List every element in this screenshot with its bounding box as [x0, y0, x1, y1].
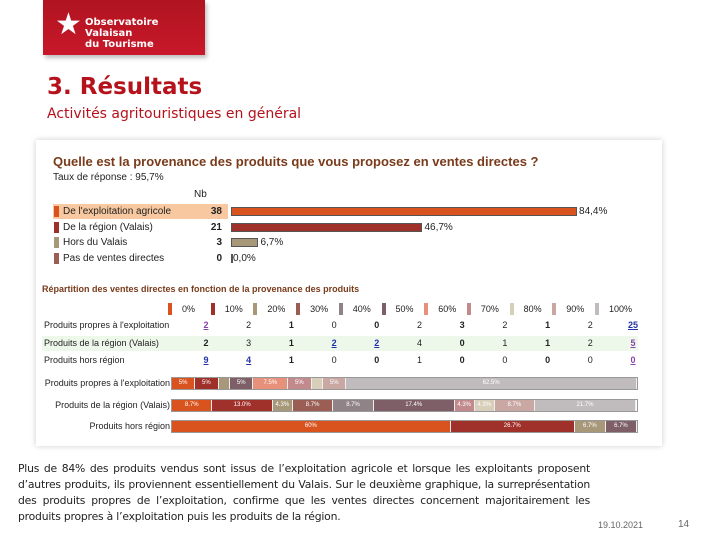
legend-item: [595, 303, 632, 315]
count-cell[interactable]: 25: [627, 320, 638, 330]
chart-row: [53, 235, 228, 250]
count-cell: 0: [459, 337, 465, 348]
chart-row: [53, 204, 228, 219]
stacked-bar: [171, 420, 638, 433]
bar-segment: [219, 378, 231, 389]
count-cell: 0: [587, 355, 593, 365]
bar-label: 46,7%: [424, 221, 453, 233]
legend-label: 80%: [523, 304, 542, 314]
bar-segment: 60%: [172, 421, 451, 432]
legend-swatch: [296, 303, 300, 315]
count-cell: 0: [374, 320, 380, 330]
bar-segment: 62.5%: [346, 378, 637, 389]
bar-segment: 5%: [323, 378, 346, 389]
count-cell: 1: [416, 355, 422, 365]
logo-line2: du Tourisme: [85, 39, 154, 50]
count-cell: 1: [288, 355, 294, 365]
legend-swatch: [253, 303, 257, 315]
legend-item: [296, 303, 328, 315]
count-value: 21: [210, 221, 222, 233]
legend-label: 40%: [352, 304, 371, 314]
logo-line1: Observatoire Valaisan: [85, 17, 159, 39]
stacked-row: [42, 420, 638, 437]
bar-segment: 8.7%: [333, 400, 373, 411]
bar-segment: 4.3%: [475, 400, 495, 411]
survey-results-panel: [36, 140, 662, 446]
legend-item: [424, 303, 456, 315]
count-cell[interactable]: 2: [331, 337, 337, 348]
count-cell: 2: [587, 320, 593, 330]
stacked-row-label: Produits de la région (Valais): [55, 399, 170, 410]
count-cell: 2: [587, 337, 593, 348]
count-cell: 1: [502, 337, 508, 348]
legend-swatch: [595, 303, 599, 315]
legend-swatch: [54, 206, 59, 217]
count-cell: 1: [545, 337, 551, 348]
row-label: Produits propres à l'exploitation: [44, 320, 170, 330]
count-cell: 1: [288, 337, 294, 348]
count-cell: 3: [459, 320, 465, 330]
legend-label: 0%: [182, 304, 196, 314]
category-label: Hors du Valais: [63, 237, 128, 248]
count-cell: 0: [374, 355, 380, 365]
count-cell: 2: [502, 320, 508, 330]
bar-segment: 7.5%: [253, 378, 288, 389]
bar-segment: [312, 378, 324, 389]
legend-item: [211, 303, 243, 315]
legend-item: [168, 303, 195, 315]
bar-segment: 8.7%: [172, 400, 212, 411]
bar-label: 84,4%: [579, 206, 608, 217]
legend-swatch: [54, 237, 59, 248]
legend-swatch: [552, 303, 556, 315]
legend-swatch: [211, 303, 215, 315]
row-label: Produits de la région (Valais): [44, 337, 159, 348]
count-cell: 0: [459, 355, 465, 365]
legend-swatch: [168, 303, 172, 315]
stacked-row-label: Produits propres à l'exploitation: [44, 378, 170, 388]
bar-segment: 5%: [230, 378, 253, 389]
bar: [231, 238, 258, 247]
legend-swatch: [382, 303, 386, 315]
response-rate: Taux de réponse : 95,7%: [53, 172, 164, 183]
logo: [43, 0, 205, 55]
category-label: De la région (Valais): [63, 221, 153, 233]
nb-header: Nb: [194, 189, 207, 200]
legend-swatch: [510, 303, 514, 315]
count-value: 0: [216, 252, 222, 264]
bar-segment: 5%: [288, 378, 311, 389]
legend-swatch: [54, 253, 59, 264]
legend-label: 50%: [395, 304, 414, 314]
bar: [231, 207, 577, 216]
bar-segment: 6.7%: [575, 421, 606, 432]
count-value: 38: [210, 206, 222, 217]
legend-label: 70%: [480, 304, 499, 314]
stacked-row-label: Produits hors région: [89, 421, 170, 431]
count-cell[interactable]: 4: [246, 355, 252, 365]
legend-swatch: [424, 303, 428, 315]
count-cell[interactable]: 5: [630, 337, 636, 348]
count-cell: 0: [545, 355, 551, 365]
count-cell[interactable]: 9: [203, 355, 209, 365]
bar-segment: 6.7%: [606, 421, 637, 432]
count-cell: 1: [288, 320, 294, 330]
bar-label: 0,0%: [233, 252, 256, 264]
date: 19.10.2021: [598, 520, 644, 530]
summary-paragraph: Plus de 84% des produits vendus sont issus de l’exploitation agricole et lorsque les exploitants proposent d’autres produits, ils proviennent essentiellement du Valais. Sur le deuxième graphique, la surreprésentation des produits propres de l’exploitation, confirme que les ventes directes concernent majoritairement les produits propres à l’exploitation puis les produits de la région.: [18, 462, 590, 523]
bar: [231, 223, 422, 232]
count-cell[interactable]: 2: [203, 320, 209, 330]
legend-item: [382, 303, 414, 315]
legend-label: 100%: [609, 304, 633, 314]
bar-segment: 13.0%: [212, 400, 272, 411]
legend-swatch: [339, 303, 343, 315]
legend-item: [339, 303, 371, 315]
category-label: Pas de ventes directes: [63, 252, 165, 264]
distribution-title: Répartition des ventes directes en fonction de la provenance des produits: [42, 284, 360, 294]
bar-segment: 5%: [195, 378, 218, 389]
legend-swatch: [54, 222, 59, 233]
count-cell: 0: [502, 355, 508, 365]
count-cell: 1: [545, 320, 551, 330]
page-title: 3. Résultats: [47, 74, 203, 100]
bar-segment: 8.7%: [495, 400, 535, 411]
stacked-bar: [171, 399, 638, 412]
page-number: 14: [678, 519, 690, 530]
legend-swatch: [467, 303, 471, 315]
count-cell: 2: [416, 320, 422, 330]
star-icon: ★: [55, 7, 82, 42]
count-cell: 0: [331, 355, 337, 365]
question-title: Quelle est la provenance des produits que vous proposez en ventes directes ?: [53, 154, 539, 169]
legend-label: 20%: [267, 304, 286, 314]
chart-row: [53, 251, 228, 266]
bar-segment: 5%: [172, 378, 195, 389]
category-label: De l'exploitation agricole: [63, 206, 172, 217]
legend-item: [253, 303, 285, 315]
count-cell: 4: [416, 337, 422, 348]
bar-segment: 17.4%: [374, 400, 455, 411]
legend-label: 60%: [438, 304, 457, 314]
legend-label: 10%: [224, 304, 243, 314]
count-cell: 2: [203, 337, 209, 348]
legend-item: [467, 303, 499, 315]
count-cell: 3: [246, 337, 252, 348]
legend-item: [510, 303, 542, 315]
bar-segment: 21.7%: [535, 400, 636, 411]
legend-label: 90%: [566, 304, 585, 314]
chart-row: [53, 220, 228, 235]
stacked-row: [42, 399, 638, 416]
count-cell: 0: [331, 320, 337, 330]
bar-segment: 8.7%: [293, 400, 333, 411]
count-cell: 2: [246, 320, 252, 330]
stacked-bar: [171, 377, 638, 390]
row-label: Produits hors région: [44, 355, 125, 365]
bar-segment: 26.7%: [451, 421, 575, 432]
count-value: 3: [216, 237, 222, 248]
count-cell[interactable]: 2: [374, 337, 380, 348]
bar-label: 6,7%: [260, 237, 284, 248]
legend-label: 30%: [310, 304, 329, 314]
page-subtitle: Activités agritouristiques en général: [47, 106, 302, 122]
count-cell[interactable]: 0: [630, 355, 636, 365]
legend-item: [552, 303, 584, 315]
bar-segment: 4.3%: [273, 400, 293, 411]
stacked-row: [42, 377, 638, 394]
bar-segment: 4.3%: [455, 400, 475, 411]
